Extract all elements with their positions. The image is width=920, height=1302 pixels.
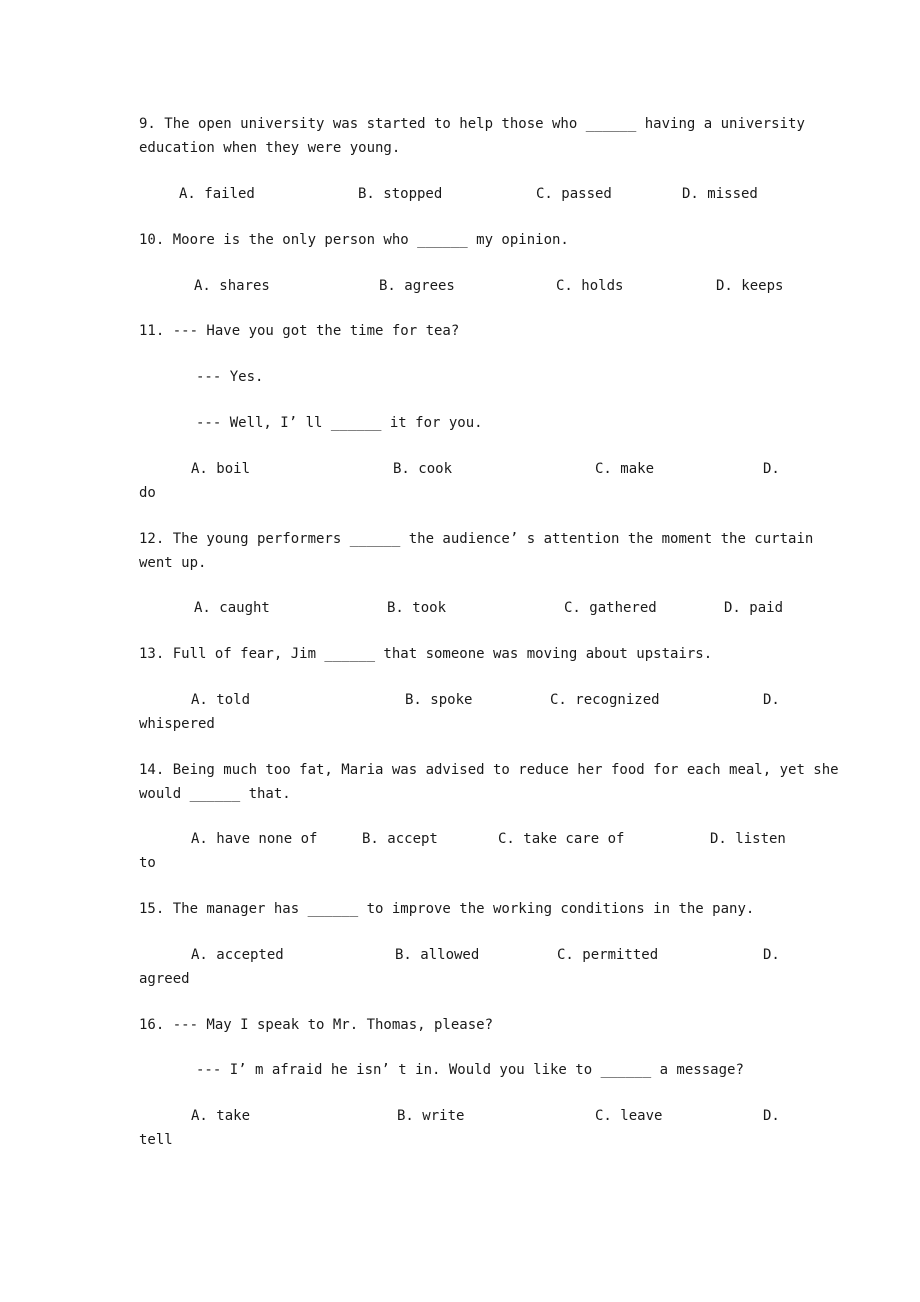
question-11-dialog-line-1: --- Yes.	[196, 369, 264, 385]
question-16-option-d: D.	[763, 1108, 780, 1124]
question-11-option-a: A. boil	[191, 461, 251, 477]
question-9-option-d: D. missed	[682, 186, 758, 202]
question-13-option-d: D.	[763, 692, 780, 708]
question-14-stem: 14. Being much too fat, Maria was advised to reduce her food for each meal, yet she	[139, 762, 839, 778]
question-10-option-c: C. holds	[556, 278, 624, 294]
question-11-dialog-line-2: --- Well, I’ ll ______ it for you.	[196, 415, 483, 431]
question-9-stem: 9. The open university was started to help those who ______ having a university	[139, 116, 805, 132]
question-16-option-d-wrap: tell	[139, 1132, 173, 1148]
question-14-option-d-wrap: to	[139, 855, 156, 871]
question-16-option-c: C. leave	[595, 1108, 663, 1124]
question-14-option-b: B. accept	[362, 831, 438, 847]
question-11-stem: 11. --- Have you got the time for tea?	[139, 323, 460, 339]
question-13-option-c: C. recognized	[550, 692, 660, 708]
question-14-option-d: D. listen	[710, 831, 786, 847]
question-16-option-a: A. take	[191, 1108, 251, 1124]
question-9-option-b: B. stopped	[358, 186, 443, 202]
question-9-option-a: A. failed	[179, 186, 255, 202]
question-13-option-b: B. spoke	[405, 692, 473, 708]
question-15-option-d: D.	[763, 947, 780, 963]
question-9-option-c: C. passed	[536, 186, 612, 202]
question-12-option-c: C. gathered	[564, 600, 657, 616]
question-14-option-a: A. have none of	[191, 831, 318, 847]
question-15-option-d-wrap: agreed	[139, 971, 190, 987]
question-12-stem-continued: went up.	[139, 555, 207, 571]
question-12-option-b: B. took	[387, 600, 447, 616]
question-12-option-d: D. paid	[724, 600, 784, 616]
question-16-option-b: B. write	[397, 1108, 465, 1124]
question-12-option-a: A. caught	[194, 600, 270, 616]
question-14-option-c: C. take care of	[498, 831, 625, 847]
question-9-stem-continued: education when they were young.	[139, 140, 401, 156]
question-15-option-c: C. permitted	[557, 947, 659, 963]
question-11-option-d: D.	[763, 461, 780, 477]
question-11-option-c: C. make	[595, 461, 655, 477]
question-16-dialog-line-1: --- I’ m afraid he isn’ t in. Would you like to ______ a message?	[196, 1062, 744, 1078]
question-15-option-b: B. allowed	[395, 947, 480, 963]
question-16-stem: 16. --- May I speak to Mr. Thomas, please?	[139, 1017, 494, 1033]
question-11-option-b: B. cook	[393, 461, 453, 477]
question-12-stem: 12. The young performers ______ the audience’ s attention the moment the curtain	[139, 531, 814, 547]
question-10-option-d: D. keeps	[716, 278, 784, 294]
question-11-option-d-wrap: do	[139, 485, 156, 501]
question-10-stem: 10. Moore is the only person who ______ my opinion.	[139, 232, 569, 248]
question-14-stem-continued: would ______ that.	[139, 786, 291, 802]
question-10-option-a: A. shares	[194, 278, 270, 294]
question-13-option-a: A. told	[191, 692, 251, 708]
question-15-option-a: A. accepted	[191, 947, 284, 963]
question-15-stem: 15. The manager has ______ to improve the working conditions in the pany.	[139, 901, 755, 917]
question-13-option-d-wrap: whispered	[139, 716, 215, 732]
question-10-option-b: B. agrees	[379, 278, 455, 294]
question-13-stem: 13. Full of fear, Jim ______ that someone was moving about upstairs.	[139, 646, 713, 662]
